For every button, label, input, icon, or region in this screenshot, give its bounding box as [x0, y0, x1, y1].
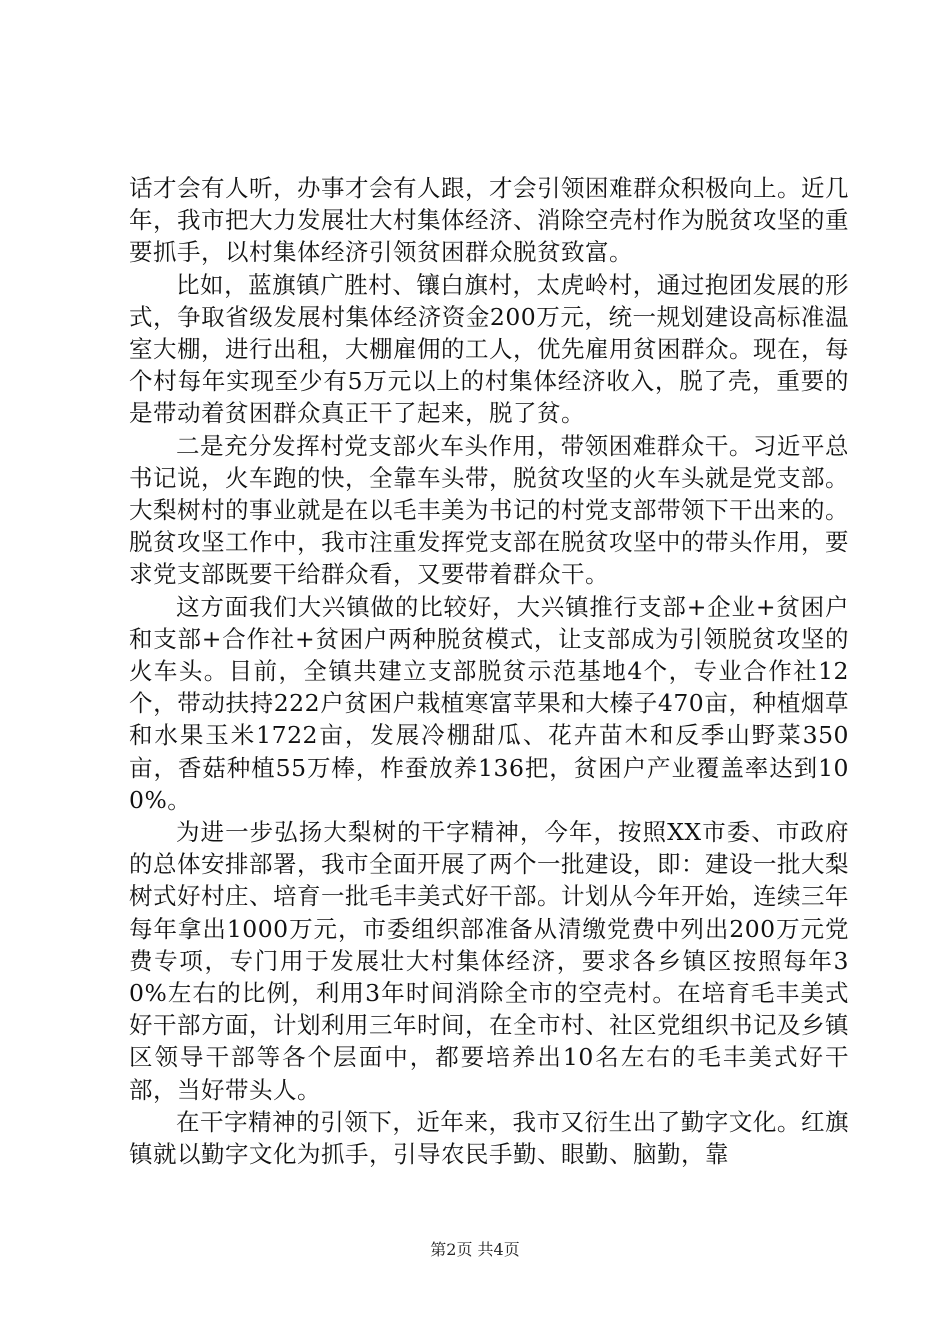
paragraph: 为进一步弘扬大梨树的干字精神，今年，按照XX市委、市政府的总体安排部署，我市全面开展了两个一批建设，即：建设一批大梨树式好村庄、培育一批毛丰美式好干部。计划从今年开始，连续三年每年拿出1000万元，市委组织部准备从清缴党费中列出200万元党费专项，专门用于发展壮大村集体经济，要求各乡镇区按照每年30%左右的比例，利用3年时间消除全市的空壳村。在培育毛丰美式好干部方面，计划利用三年时间，在全市村、社区党组织书记及乡镇区领导干部等各个层面中，都要培养出10名左右的毛丰美式好干部，当好带头人。	[129, 818, 849, 1104]
paragraph-continued: 话才会有人听，办事才会有人跟，才会引领困难群众积极向上。近几年，我市把大力发展壮大村集体经济、消除空壳村作为脱贫攻坚的重要抓手，以村集体经济引领贫困群众脱贫致富。	[129, 174, 849, 267]
page-footer	[0, 1237, 950, 1260]
paragraph: 二是充分发挥村党支部火车头作用，带领困难群众干。习近平总书记说，火车跑的快，全靠车头带，脱贫攻坚的火车头就是党支部。大梨树村的事业就是在以毛丰美为书记的村党支部带领下干出来的。脱贫攻坚工作中，我市注重发挥党支部在脱贫攻坚中的带头作用，要求党支部既要干给群众看，又要带着群众干。	[129, 431, 849, 589]
paragraph: 在干字精神的引领下，近年来，我市又衍生出了勤字文化。红旗镇就以勤字文化为抓手，引导农民手勤、眼勤、脑勤，靠	[129, 1107, 849, 1169]
paragraph: 比如，蓝旗镇广胜村、镶白旗村，太虎岭村，通过抱团发展的形式，争取省级发展村集体经济资金200万元，统一规划建设高标准温室大棚，进行出租，大棚雇佣的工人，优先雇用贫困群众。现在，每个村每年实现至少有5万元以上的村集体经济收入，脱了壳，重要的是带动着贫困群众真正干了起来，脱了贫。	[129, 270, 849, 428]
document-body	[129, 172, 849, 1170]
paragraph: 这方面我们大兴镇做的比较好，大兴镇推行支部+企业+贫困户和支部+合作社+贫困户两种脱贫模式，让支部成为引领脱贫攻坚的火车头。目前，全镇共建立支部脱贫示范基地4个，专业合作社12个，带动扶持222户贫困户栽植寒富苹果和大榛子470亩，种植烟草和水果玉米1722亩，发展冷棚甜瓜、花卉苗木和反季山野菜350亩，香菇种植55万棒，柞蚕放养136把，贫困户产业覆盖率达到100%。	[129, 592, 849, 814]
page-number-label: 第2页 共4页	[430, 1240, 520, 1259]
